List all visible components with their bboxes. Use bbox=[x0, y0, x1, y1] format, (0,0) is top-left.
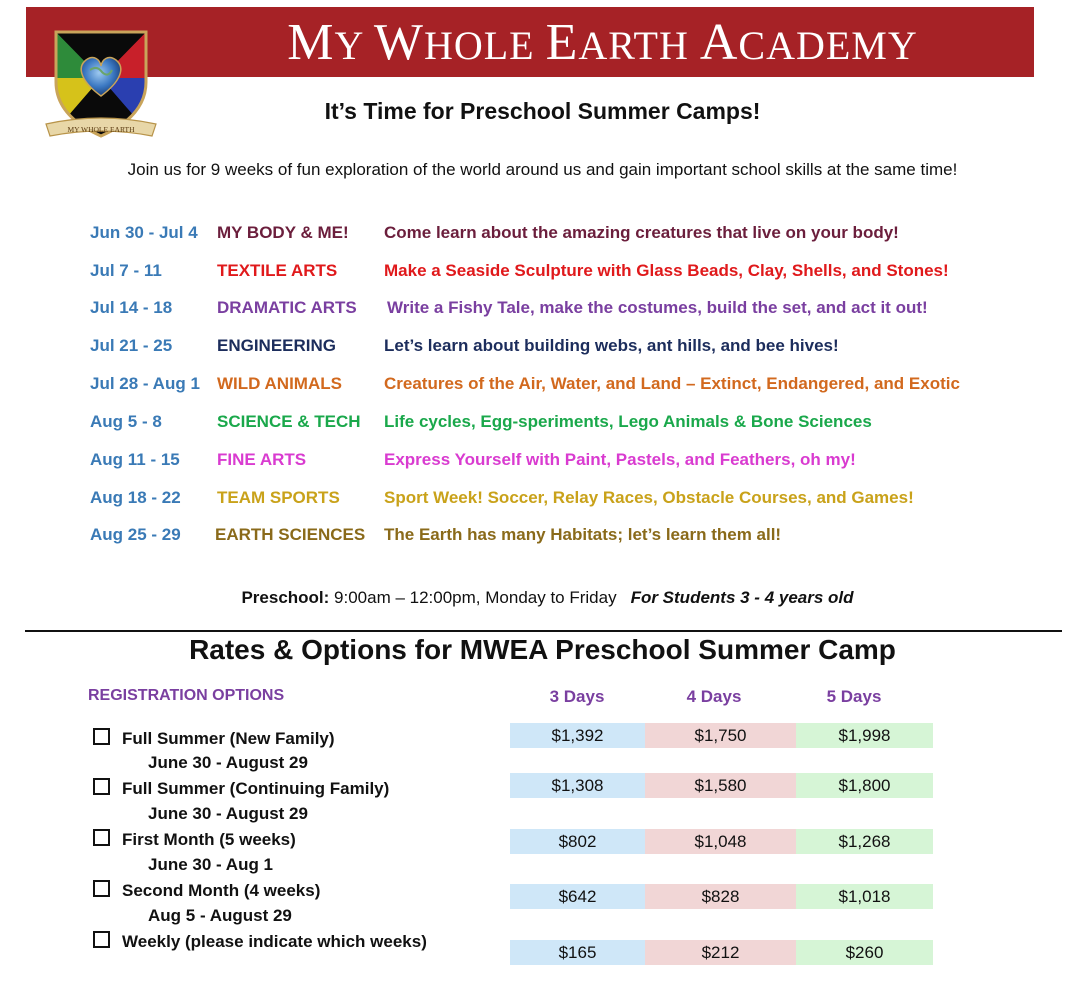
price-4-days: $828 bbox=[645, 884, 796, 909]
option-dates: June 30 - August 29 bbox=[148, 804, 308, 823]
price-4-days: $1,580 bbox=[645, 773, 796, 798]
registration-options-header: REGISTRATION OPTIONS bbox=[88, 687, 285, 704]
rates-title: Rates & Options for MWEA Preschool Summer Camp bbox=[189, 634, 896, 665]
week-topic: SCIENCE & TECH bbox=[217, 412, 361, 431]
option-label: First Month (5 weeks) bbox=[122, 830, 296, 849]
price-4-days: $1,048 bbox=[645, 829, 796, 854]
week-topic: FINE ARTS bbox=[217, 450, 307, 469]
week-description: The Earth has many Habitats; let’s learn them all! bbox=[384, 525, 782, 544]
week-description: Sport Week! Soccer, Relay Races, Obstacle Courses, and Games! bbox=[384, 488, 914, 507]
week-topic: DRAMATIC ARTS bbox=[217, 298, 357, 317]
week-dates: Jul 14 - 18 bbox=[90, 298, 173, 317]
price-5-days: $1,268 bbox=[796, 829, 933, 854]
price-3-days: $1,392 bbox=[510, 723, 645, 748]
week-topic: ENGINEERING bbox=[217, 336, 337, 355]
price-3-days: $165 bbox=[510, 940, 645, 965]
price-3-days: $1,308 bbox=[510, 773, 645, 798]
price-5-days: $1,998 bbox=[796, 723, 933, 748]
price-5-days: $1,800 bbox=[796, 773, 933, 798]
academy-title: MY WHOLE EARTH ACADEMY bbox=[287, 14, 918, 71]
week-dates: Aug 18 - 22 bbox=[90, 488, 181, 507]
week-dates: Jul 7 - 11 bbox=[90, 261, 162, 280]
svg-text:MY WHOLE EARTH: MY WHOLE EARTH bbox=[67, 125, 135, 134]
week-description: Life cycles, Egg-speriments, Lego Animals & Bone Sciences bbox=[384, 412, 872, 431]
week-description: Come learn about the amazing creatures that live on your body! bbox=[384, 223, 899, 242]
week-topic: TEXTILE ARTS bbox=[217, 261, 338, 280]
price-3-days: $642 bbox=[510, 884, 645, 909]
option-dates: June 30 - August 29 bbox=[148, 753, 308, 772]
week-topic: EARTH SCIENCES bbox=[215, 525, 366, 544]
week-topic: TEAM SPORTS bbox=[217, 488, 340, 507]
week-dates: Aug 25 - 29 bbox=[90, 525, 181, 544]
option-checkbox[interactable] bbox=[93, 829, 110, 846]
week-dates: Aug 5 - 8 bbox=[90, 412, 162, 431]
option-label: Weekly (please indicate which weeks) bbox=[122, 932, 427, 951]
week-description: Write a Fishy Tale, make the costumes, build the set, and act it out! bbox=[387, 298, 928, 317]
page-subtitle: It’s Time for Preschool Summer Camps! bbox=[324, 98, 761, 124]
age-range: For Students 3 - 4 years old bbox=[630, 588, 854, 607]
intro-text: Join us for 9 weeks of fun exploration of the world around us and gain important school skills at the same time! bbox=[127, 160, 958, 179]
option-label: Second Month (4 weeks) bbox=[122, 881, 321, 900]
option-dates: Aug 5 - August 29 bbox=[148, 906, 292, 925]
option-checkbox[interactable] bbox=[93, 778, 110, 795]
col-header-3-days: 3 Days bbox=[549, 687, 605, 706]
section-divider bbox=[25, 630, 1062, 632]
price-3-days: $802 bbox=[510, 829, 645, 854]
week-description: Creatures of the Air, Water, and Land – Extinct, Endangered, and Exotic bbox=[384, 374, 960, 393]
week-description: Make a Seaside Sculpture with Glass Beads, Clay, Shells, and Stones! bbox=[384, 261, 949, 280]
academy-crest-logo bbox=[42, 20, 160, 146]
week-topic: WILD ANIMALS bbox=[217, 374, 342, 393]
week-dates: Aug 11 - 15 bbox=[90, 450, 180, 469]
option-checkbox[interactable] bbox=[93, 728, 110, 745]
week-description: Express Yourself with Paint, Pastels, and Feathers, oh my! bbox=[384, 450, 856, 469]
option-checkbox[interactable] bbox=[93, 931, 110, 948]
week-description: Let’s learn about building webs, ant hills, and bee hives! bbox=[384, 336, 839, 355]
col-header-4-days: 4 Days bbox=[686, 687, 742, 706]
option-checkbox[interactable] bbox=[93, 880, 110, 897]
week-dates: Jul 21 - 25 bbox=[90, 336, 173, 355]
week-dates: Jul 28 - Aug 1 bbox=[90, 374, 200, 393]
option-label: Full Summer (New Family) bbox=[122, 729, 335, 748]
price-5-days: $1,018 bbox=[796, 884, 933, 909]
week-topic: MY BODY & ME! bbox=[217, 223, 349, 242]
preschool-hours bbox=[0, 588, 1080, 608]
title-banner bbox=[26, 7, 1034, 77]
hours-time: 9:00am – 12:00pm, Monday to Friday bbox=[329, 588, 617, 607]
price-4-days: $1,750 bbox=[645, 723, 796, 748]
price-4-days: $212 bbox=[645, 940, 796, 965]
price-5-days: $260 bbox=[796, 940, 933, 965]
option-dates: June 30 - Aug 1 bbox=[148, 855, 274, 874]
week-dates: Jun 30 - Jul 4 bbox=[90, 223, 198, 242]
option-label: Full Summer (Continuing Family) bbox=[122, 779, 390, 798]
col-header-5-days: 5 Days bbox=[826, 687, 882, 706]
hours-label: Preschool: bbox=[241, 588, 330, 607]
